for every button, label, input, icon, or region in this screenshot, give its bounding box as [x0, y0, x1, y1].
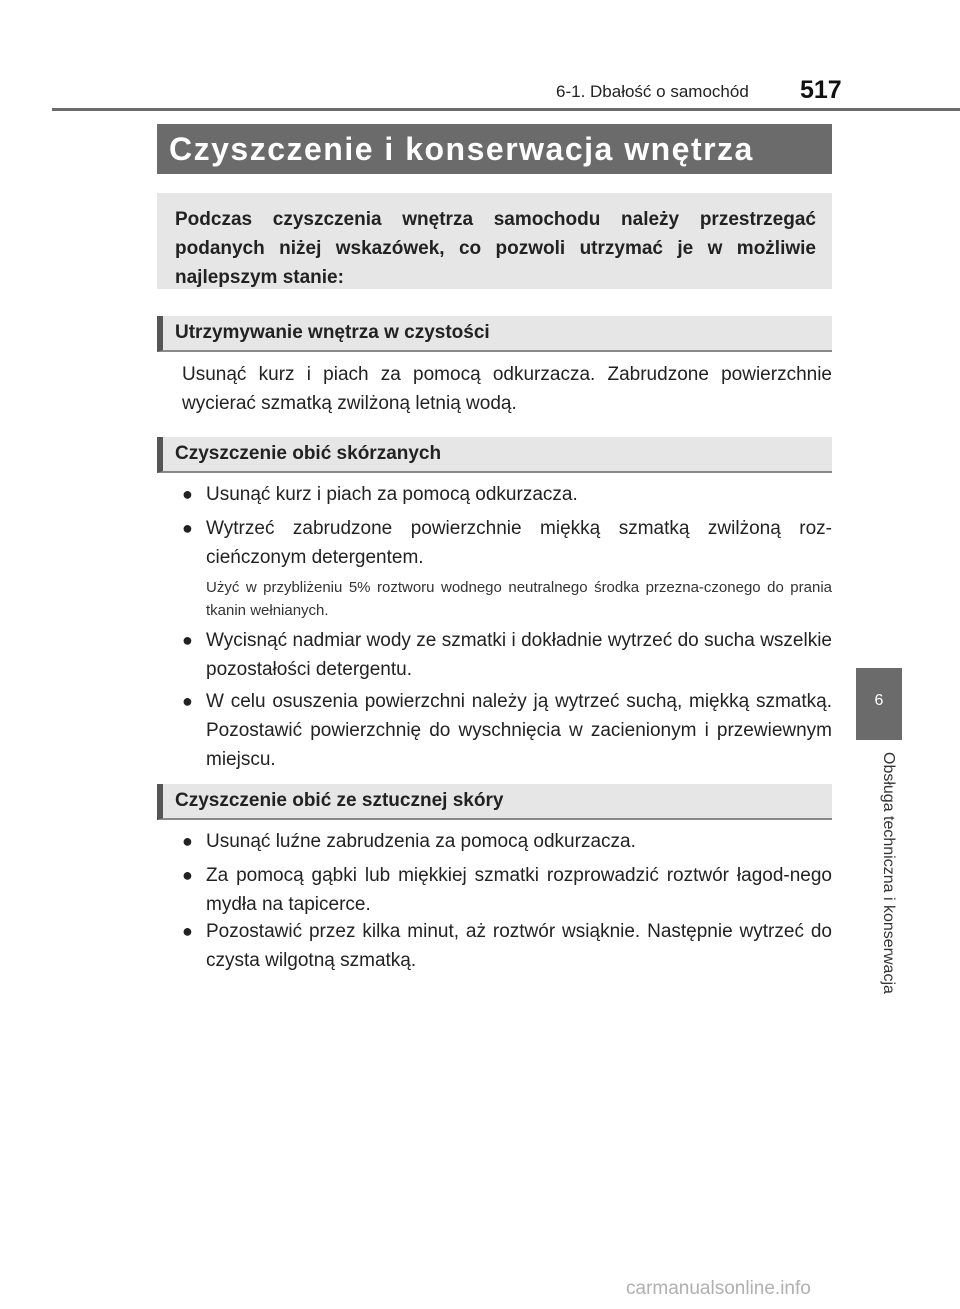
- chapter-label: Obsługa techniczna i konserwacja: [880, 752, 897, 994]
- bullet-icon: ●: [182, 630, 193, 650]
- bullet-icon: ●: [182, 691, 193, 711]
- list-item: [182, 917, 832, 975]
- bullet-icon: ●: [182, 921, 193, 941]
- page-title: Czyszczenie i konserwacja wnętrza: [157, 124, 832, 174]
- list-item-text: W celu osuszenia powierzchni należy ją wytrzeć suchą, miękką szmatką. Pozostawić powierzchnię do wyschnięcia w zacienionym i przewiewnym miejscu.: [206, 691, 832, 770]
- section-heading-synthetic: Czyszczenie obić ze sztucznej skóry: [157, 784, 832, 820]
- list-item: [182, 827, 832, 856]
- list-item-text: Usunąć kurz i piach za pomocą odkurzacza.: [206, 484, 578, 505]
- list-item: [182, 480, 832, 509]
- header-rule: [52, 108, 960, 111]
- list-item: [182, 626, 832, 684]
- bullet-icon: ●: [182, 518, 193, 538]
- section-heading-leather: Czyszczenie obić skórzanych: [157, 437, 832, 473]
- watermark: carmanualsonline.info: [626, 1278, 811, 1299]
- intro-box: Podczas czyszczenia wnętrza samochodu należy przestrzegać podanych niżej wskazówek, co pozwoli utrzymać je w możliwie najlepszym stanie:: [157, 193, 832, 289]
- note-text: Użyć w przybliżeniu 5% roztworu wodnego neutralnego środka przezna-czonego do prania tkanin wełnianych.: [206, 579, 832, 619]
- list-item-text: Pozostawić przez kilka minut, aż roztwór wsiąknie. Następnie wytrzeć do czysta wilgotną szmatką.: [206, 921, 832, 971]
- bullet-icon: ●: [182, 865, 193, 885]
- list-item: [182, 514, 832, 572]
- header-section-label: 6-1. Dbałość o samochód: [556, 82, 749, 101]
- list-item: [182, 861, 832, 919]
- bullet-icon: ●: [182, 484, 193, 504]
- list-item-text: Za pomocą gąbki lub miękkiej szmatki rozprowadzić roztwór łagod-nego mydła na tapicerce.: [206, 865, 832, 915]
- list-item-text: Wycisnąć nadmiar wody ze szmatki i dokładnie wytrzeć do sucha wszelkie pozostałości detergentu.: [206, 630, 832, 680]
- section-paragraph: Usunąć kurz i piach za pomocą odkurzacza. Zabrudzone powierzchnie wycierać szmatką zwilżoną letnią wodą.: [182, 364, 832, 414]
- section-heading-clean: Utrzymywanie wnętrza w czystości: [157, 316, 832, 352]
- chapter-tab: [856, 668, 902, 740]
- list-item-text: Usunąć luźne zabrudzenia za pomocą odkurzacza.: [206, 831, 636, 852]
- list-item-text: Wytrzeć zabrudzone powierzchnie miękką szmatką zwilżoną roz-cieńczonym detergentem.: [206, 518, 832, 568]
- list-item: [182, 687, 832, 774]
- page-number: 517: [800, 76, 842, 104]
- bullet-icon: ●: [182, 831, 193, 851]
- chapter-number: 6: [874, 692, 884, 709]
